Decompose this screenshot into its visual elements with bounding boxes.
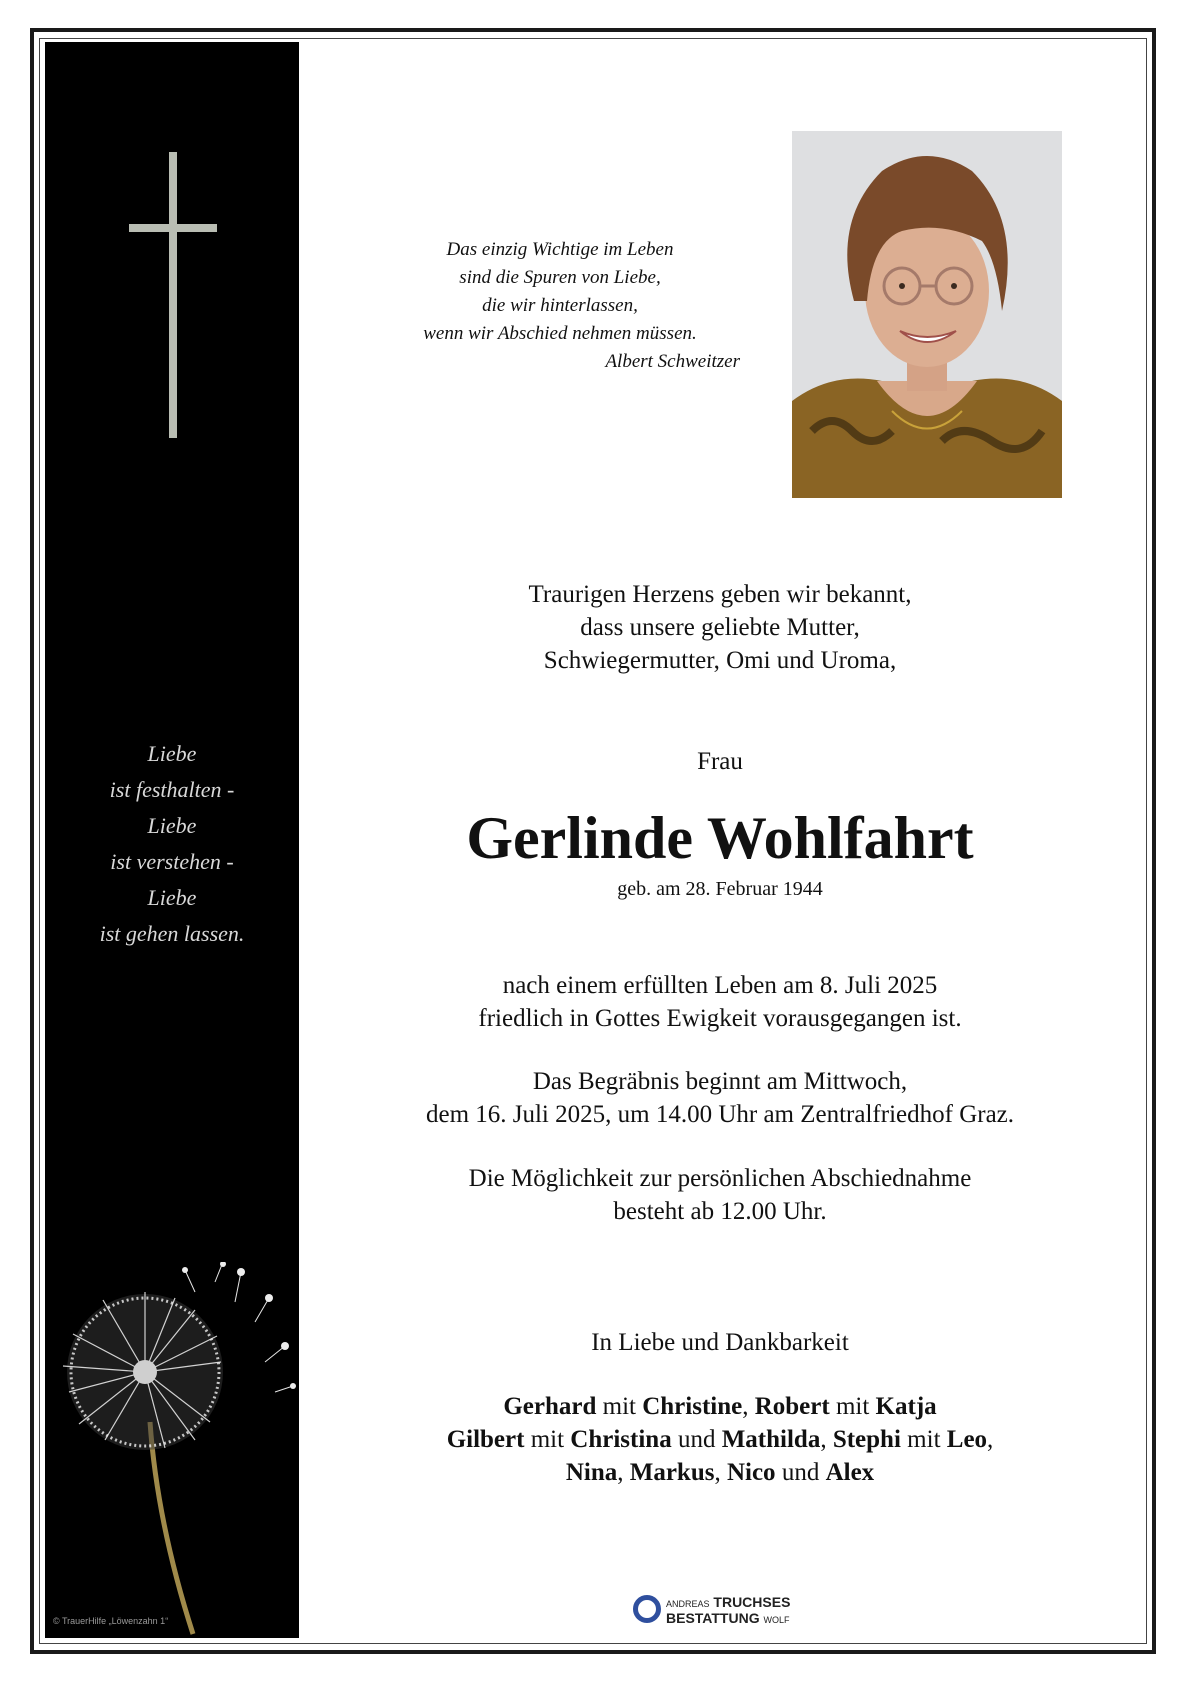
quote-line: Das einzig Wichtige im Leben: [446, 239, 674, 260]
family-member-name: Markus: [629, 1459, 715, 1486]
side-panel: [45, 42, 299, 1638]
farewell-text: [330, 1162, 1110, 1228]
verse-line: Liebe: [147, 813, 197, 838]
family-member-name: Nina: [565, 1459, 618, 1486]
family-connector: mit: [829, 1393, 876, 1420]
quote-line: die wir hinterlassen,: [482, 295, 638, 316]
death-line: friedlich in Gottes Ewigkeit vorausgegangen ist.: [478, 1005, 962, 1032]
logo-line-2: BESTATTUNG WOLF: [666, 1610, 790, 1626]
salutation: Frau: [697, 748, 743, 775]
death-text: [330, 969, 1110, 1035]
family-member-name: Christina: [570, 1426, 672, 1453]
family-connector: ,: [820, 1426, 833, 1453]
farewell-line: besteht ab 12.00 Uhr.: [613, 1198, 827, 1225]
family-connector: mit: [524, 1426, 571, 1453]
side-verse: [45, 736, 299, 952]
funeral-home-logo: [630, 1592, 830, 1628]
family-line: [330, 1456, 1110, 1489]
family-connector: und: [671, 1426, 722, 1453]
deceased-name: Gerlinde Wohlfahrt: [466, 805, 974, 871]
family-member-name: Katja: [875, 1393, 937, 1420]
quote-block: [380, 236, 740, 376]
verse-line: ist gehen lassen.: [99, 921, 245, 946]
family-connector: und: [775, 1459, 826, 1486]
birth-date: geb. am 28. Februar 1944: [617, 878, 823, 900]
family-member-name: Mathilda: [721, 1426, 821, 1453]
family-connector: ,: [714, 1459, 727, 1486]
family-member-name: Stephi: [832, 1426, 901, 1453]
burial-text: [330, 1065, 1110, 1131]
burial-line: dem 16. Juli 2025, um 14.00 Uhr am Zentralfriedhof Graz.: [425, 1101, 1015, 1128]
family-member-name: Gilbert: [446, 1426, 525, 1453]
verse-line: ist verstehen -: [110, 849, 234, 874]
quote-author: Albert Schweitzer: [605, 351, 740, 372]
image-credit: © TrauerHilfe „Löwenzahn 1“: [53, 1616, 169, 1626]
family-connector: ,: [987, 1426, 994, 1453]
family-member-name: Leo: [946, 1426, 988, 1453]
family-member-name: Robert: [754, 1393, 830, 1420]
intro-line: Traurigen Herzens geben wir bekannt,: [528, 581, 912, 608]
verse-line: Liebe: [147, 885, 197, 910]
family-line: [330, 1423, 1110, 1456]
logo-line-1: ANDREAS TRUCHSES: [666, 1594, 791, 1610]
verse-line: Liebe: [147, 741, 197, 766]
family-connector: mit: [596, 1393, 643, 1420]
family-member-name: Christine: [642, 1393, 743, 1420]
intro-line: dass unsere geliebte Mutter,: [580, 614, 860, 641]
intro-line: Schwiegermutter, Omi und Uroma,: [543, 647, 897, 674]
family-connector: mit: [900, 1426, 947, 1453]
family-member-name: Alex: [825, 1459, 875, 1486]
family-line: [330, 1390, 1110, 1423]
family-connector: ,: [617, 1459, 630, 1486]
intro-text: [330, 578, 1110, 677]
portrait-photo: [792, 131, 1062, 498]
logo-ring-icon: [633, 1595, 661, 1623]
dandelion-image: [45, 1262, 299, 1638]
portrait-image: [792, 131, 1062, 498]
burial-line: Das Begräbnis beginnt am Mittwoch,: [532, 1068, 908, 1095]
death-line: nach einem erfüllten Leben am 8. Juli 2025: [502, 972, 938, 999]
family-list: [330, 1390, 1110, 1489]
verse-line: ist festhalten -: [109, 777, 235, 802]
family-member-name: Gerhard: [503, 1393, 597, 1420]
cross-icon: [129, 152, 217, 438]
closing-text: In Liebe und Dankbarkeit: [591, 1329, 849, 1356]
quote-line: wenn wir Abschied nehmen müssen.: [423, 323, 697, 344]
family-member-name: Nico: [726, 1459, 776, 1486]
family-connector: ,: [742, 1393, 755, 1420]
quote-line: sind die Spuren von Liebe,: [459, 267, 661, 288]
farewell-line: Die Möglichkeit zur persönlichen Abschiednahme: [468, 1165, 972, 1192]
